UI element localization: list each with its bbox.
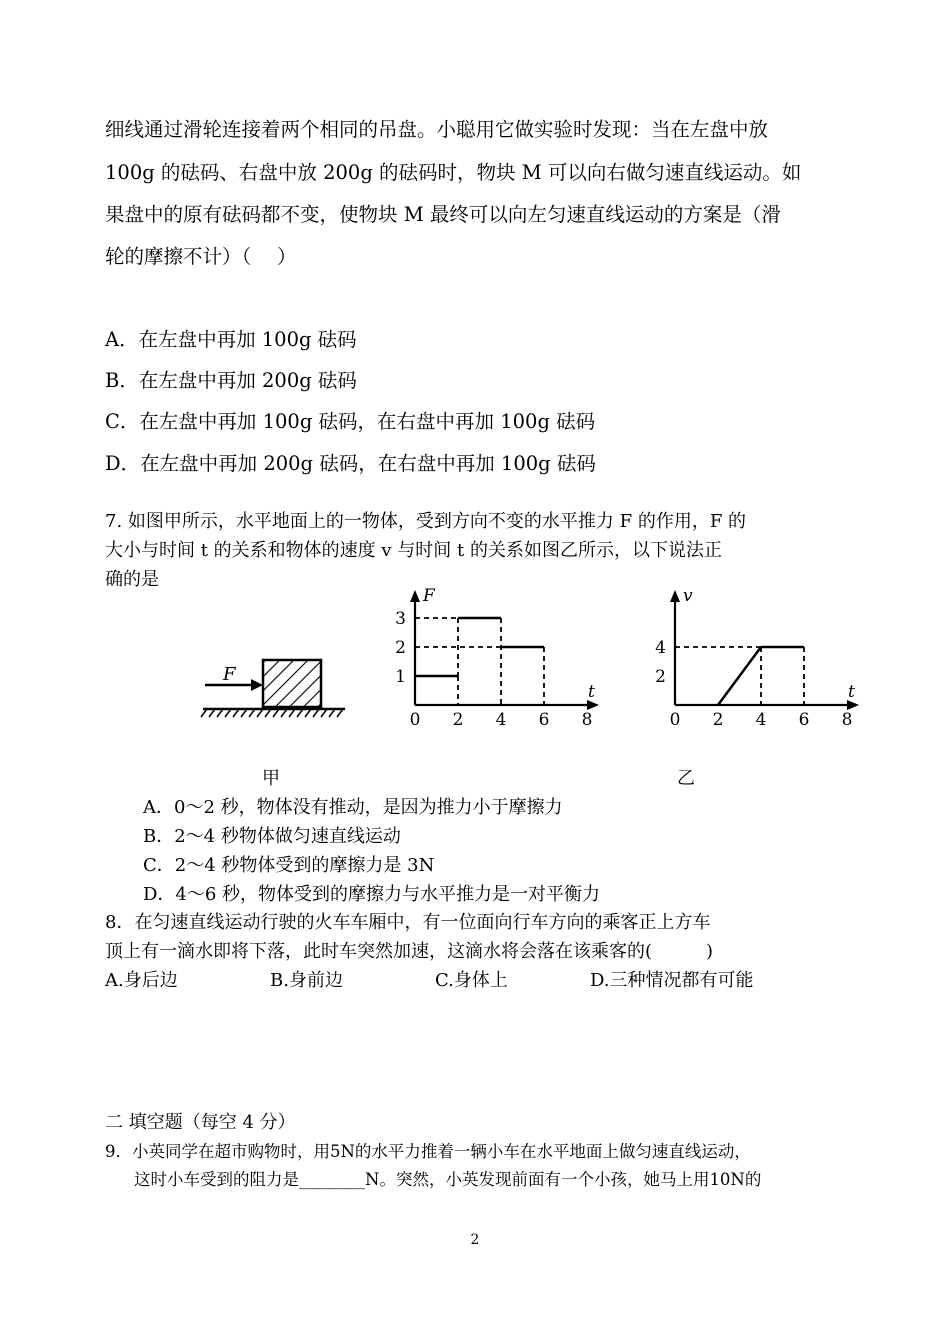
y-axis-arrow	[670, 590, 680, 602]
q8-option-b: B.身前边	[270, 970, 343, 991]
force-arrow-head	[251, 679, 263, 691]
section-title: 二 填空题（每空 4 分）	[105, 1112, 296, 1133]
x-tick-label: 4	[755, 710, 767, 730]
q8-option-d: D.三种情况都有可能	[590, 970, 754, 991]
q7-line-1: 7. 如图甲所示，水平地面上的一物体，受到方向不变的水平推力 F 的作用，F 的	[105, 511, 747, 532]
q7-option-b: B．2～4 秒物体做匀速直线运动	[143, 826, 401, 847]
q8-option-a: A.身后边	[105, 970, 178, 991]
chart-force-time	[385, 585, 610, 735]
q9-line-2: 这时小车受到的阻力是________N。突然，小英发现前面有一个小孩，她马上用10N的	[134, 1170, 762, 1189]
q6-option-b: B．在左盘中再加 200g 砝码	[105, 369, 357, 392]
y-axis-label: F	[423, 586, 435, 606]
x-tick-label: 0	[669, 710, 681, 730]
q6-line-3: 果盘中的原有砝码都不变，使物块 M 最终可以向左匀速直线运动的方案是（滑	[105, 203, 781, 226]
x-tick-label: 2	[452, 710, 464, 730]
q6-line-4: 轮的摩擦不计）（ ）	[105, 245, 297, 268]
x-axis-label: t	[588, 682, 595, 702]
q6-line-2: 100g 的砝码、右盘中放 200g 的砝码时，物块 M 可以向右做匀速直线运动。如	[105, 161, 802, 184]
q6-line-1: 细线通过滑轮连接着两个相同的吊盘。小聪用它做实验时发现：当在左盘中放	[105, 118, 769, 141]
x-tick-label: 8	[841, 710, 853, 730]
page-number: 2	[470, 1232, 480, 1248]
x-tick-label: 2	[712, 710, 724, 730]
q6-option-c: C．在左盘中再加 100g 砝码，在右盘中再加 100g 砝码	[105, 410, 596, 433]
q7-option-a: A．0～2 秒，物体没有推动，是因为推力小于摩擦力	[143, 797, 563, 818]
q7-line-3: 确的是	[105, 569, 159, 590]
x-axis-label: t	[848, 682, 855, 702]
caption-jia: 甲	[262, 768, 280, 789]
q7-line-2: 大小与时间 t 的关系和物体的速度 v 与时间 t 的关系如图乙所示，以下说法正	[105, 540, 722, 561]
y-axis-arrow	[410, 590, 420, 602]
q8-line-1: 8．在匀速直线运动行驶的火车车厢中，有一位面向行车方向的乘客正上方车	[105, 912, 711, 933]
y-tick-label: 3	[395, 609, 406, 629]
y-tick-label: 2	[655, 667, 666, 687]
series-segment	[718, 647, 761, 705]
q8-option-c: C.身体上	[435, 970, 508, 991]
q6-option-a: A．在左盘中再加 100g 砝码	[105, 328, 357, 351]
y-tick-label: 1	[395, 667, 406, 687]
x-tick-label: 6	[798, 710, 810, 730]
x-tick-label: 6	[538, 710, 550, 730]
q9-line-1: 9．小英同学在超市购物时，用5N的水平力推着一辆小车在水平地面上做匀速直线运动，	[105, 1142, 751, 1161]
chart-velocity-time	[645, 585, 870, 735]
q6-option-d: D．在左盘中再加 200g 砝码，在右盘中再加 100g 砝码	[105, 452, 596, 475]
figure-block-diagram	[195, 645, 355, 725]
q8-line-2: 顶上有一滴水即将下落，此时车突然加速，这滴水将会落在该乘客的( )	[105, 941, 714, 962]
q7-option-d: D．4～6 秒，物体受到的摩擦力与水平推力是一对平衡力	[143, 884, 601, 905]
q7-option-c: C．2～4 秒物体受到的摩擦力是 3N	[143, 855, 435, 876]
caption-yi: 乙	[677, 768, 695, 789]
x-tick-label: 4	[495, 710, 507, 730]
y-tick-label: 2	[395, 638, 406, 658]
x-tick-label: 8	[581, 710, 593, 730]
x-tick-label: 0	[409, 710, 421, 730]
block	[263, 660, 321, 707]
force-label: F	[223, 664, 236, 685]
y-tick-label: 4	[655, 638, 666, 658]
y-axis-label: v	[683, 586, 693, 606]
